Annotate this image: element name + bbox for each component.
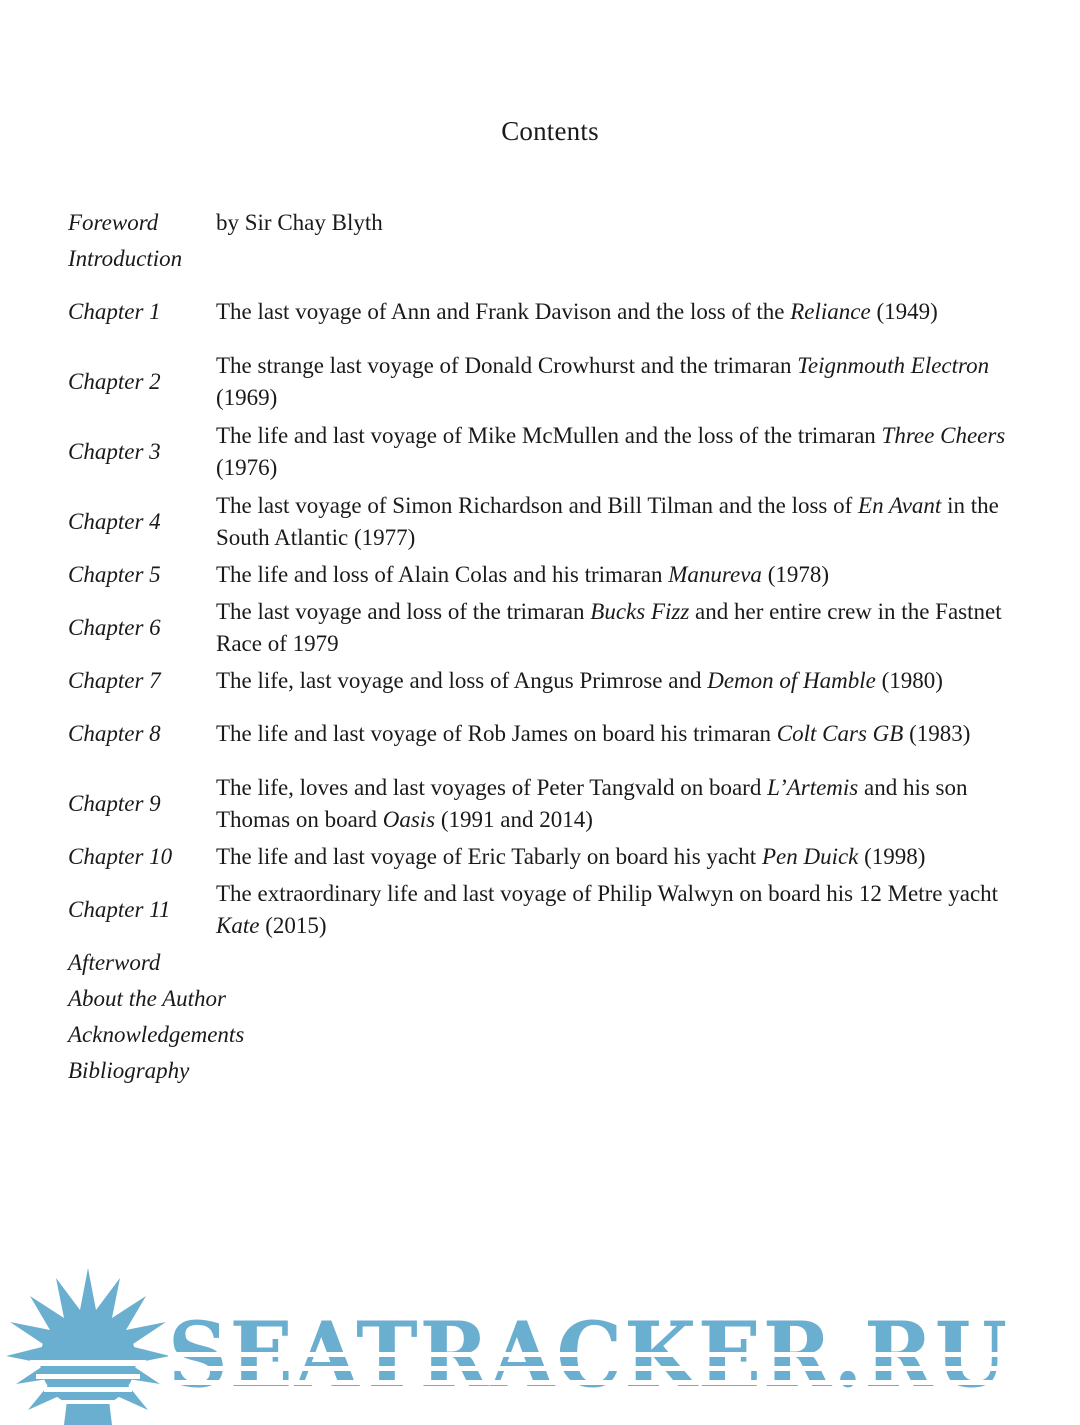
entry-text: The strange last voyage of Donald Crowhurst and the trimaran xyxy=(216,353,798,378)
entry-title xyxy=(216,718,1038,750)
toc-entry[interactable] xyxy=(68,875,1038,945)
entry-text: and his son Thomas on board xyxy=(216,775,968,832)
entry-title xyxy=(216,207,1038,239)
toc-entry[interactable] xyxy=(68,593,1038,663)
table-of-contents xyxy=(68,205,1038,1089)
entry-text: (1976) xyxy=(216,455,278,480)
vessel-name: L’Artemis xyxy=(767,775,859,800)
toc-entry[interactable] xyxy=(68,699,1038,769)
entry-text: The life and last voyage of Rob James on board his trimaran xyxy=(216,721,777,746)
entry-label: Chapter 1 xyxy=(68,299,161,324)
entry-text: by Sir Chay Blyth xyxy=(216,210,383,235)
watermark-stripe xyxy=(168,1366,1068,1371)
entry-label: Chapter 8 xyxy=(68,721,161,746)
toc-entry[interactable] xyxy=(68,839,1038,875)
sun-icon xyxy=(6,1268,170,1425)
toc-entry[interactable] xyxy=(68,487,1038,557)
toc-entry[interactable] xyxy=(68,663,1038,699)
entry-label: Chapter 9 xyxy=(68,791,161,816)
entry-label: Chapter 3 xyxy=(68,439,161,464)
entry-text: The last voyage of Ann and Frank Davison and the loss of the xyxy=(216,299,791,324)
entry-text: (1978) xyxy=(761,562,830,587)
toc-entry[interactable] xyxy=(68,417,1038,487)
entry-title xyxy=(216,559,1038,591)
toc-entry[interactable] xyxy=(68,769,1038,839)
back-matter-label: Afterword xyxy=(68,950,161,975)
back-matter-label: About the Author xyxy=(68,986,227,1011)
entry-title xyxy=(216,296,1038,328)
toc-entry[interactable] xyxy=(68,241,1038,277)
entry-label: Chapter 7 xyxy=(68,668,161,693)
entry-text: (2015) xyxy=(259,913,327,938)
entry-label: Chapter 10 xyxy=(68,844,173,869)
entry-text: The life and last voyage of Mike McMullen and the loss of the trimaran xyxy=(216,423,882,448)
toc-back-matter[interactable] xyxy=(68,981,1038,1017)
page-title: Contents xyxy=(501,116,599,146)
entry-text: in the South Atlantic (1977) xyxy=(216,493,999,550)
entry-label: Foreword xyxy=(68,210,159,235)
toc-back-matter[interactable] xyxy=(68,945,1038,981)
vessel-name: Oasis xyxy=(382,807,436,832)
entry-text: The last voyage and loss of the trimaran xyxy=(216,599,591,624)
entry-text: (1983) xyxy=(903,721,971,746)
entry-text: (1969) xyxy=(216,385,278,410)
toc-entry[interactable] xyxy=(68,347,1038,417)
vessel-name: Colt Cars GB xyxy=(776,721,904,746)
entry-text: (1949) xyxy=(870,299,938,324)
entry-label: Chapter 11 xyxy=(68,897,171,922)
entry-text: The life and last voyage of Eric Tabarly on board his yacht xyxy=(216,844,762,869)
entry-title xyxy=(216,420,1038,484)
vessel-name: Kate xyxy=(216,913,260,938)
vessel-name: Reliance xyxy=(790,299,871,324)
entry-text: The extraordinary life and last voyage of Philip Walwyn on board his 12 Metre yacht xyxy=(216,881,999,906)
entry-text: (1980) xyxy=(875,668,943,693)
vessel-name: Demon of Hamble xyxy=(707,668,876,693)
entry-label: Chapter 5 xyxy=(68,562,161,587)
vessel-name: Teignmouth Electron xyxy=(797,353,990,378)
entry-title xyxy=(216,596,1038,660)
vessel-name: Pen Duick xyxy=(761,844,859,869)
toc-back-matter[interactable] xyxy=(68,1053,1038,1089)
entry-label: Chapter 2 xyxy=(68,369,161,394)
entry-title xyxy=(216,490,1038,554)
entry-title xyxy=(216,878,1038,942)
vessel-name: Bucks Fizz xyxy=(590,599,690,624)
entry-label: Introduction xyxy=(68,246,183,271)
vessel-name: En Avant xyxy=(858,493,942,518)
back-matter-label: Bibliography xyxy=(68,1058,190,1083)
vessel-name: Three Cheers xyxy=(881,423,1006,448)
toc-back-matter[interactable] xyxy=(68,1017,1038,1053)
entry-text: and her entire crew in the Fastnet Race of 1979 xyxy=(216,599,1002,656)
entry-text: The life and loss of Alain Colas and his trimaran xyxy=(216,562,669,587)
entry-title xyxy=(216,350,1038,414)
entry-text: The last voyage of Simon Richardson and Bill Tilman and the loss of xyxy=(216,493,859,518)
vessel-name: Manureva xyxy=(668,562,762,587)
entry-title xyxy=(216,665,1038,697)
entry-text: The life, loves and last voyages of Peter Tangvald on board xyxy=(216,775,768,800)
toc-entry[interactable] xyxy=(68,557,1038,593)
entry-label: Chapter 6 xyxy=(68,615,161,640)
entry-text: The life, last voyage and loss of Angus Primrose and xyxy=(216,668,708,693)
watermark-stripe xyxy=(168,1352,1068,1357)
entry-label: Chapter 4 xyxy=(68,509,161,534)
entry-title xyxy=(216,772,1038,836)
watermark-stripe xyxy=(168,1380,1068,1385)
entry-text: (1998) xyxy=(858,844,926,869)
entry-text: (1991 and 2014) xyxy=(435,807,593,832)
toc-entry[interactable] xyxy=(68,277,1038,347)
toc-entry[interactable] xyxy=(68,205,1038,241)
entry-title xyxy=(216,841,1038,873)
back-matter-label: Acknowledgements xyxy=(68,1022,245,1047)
